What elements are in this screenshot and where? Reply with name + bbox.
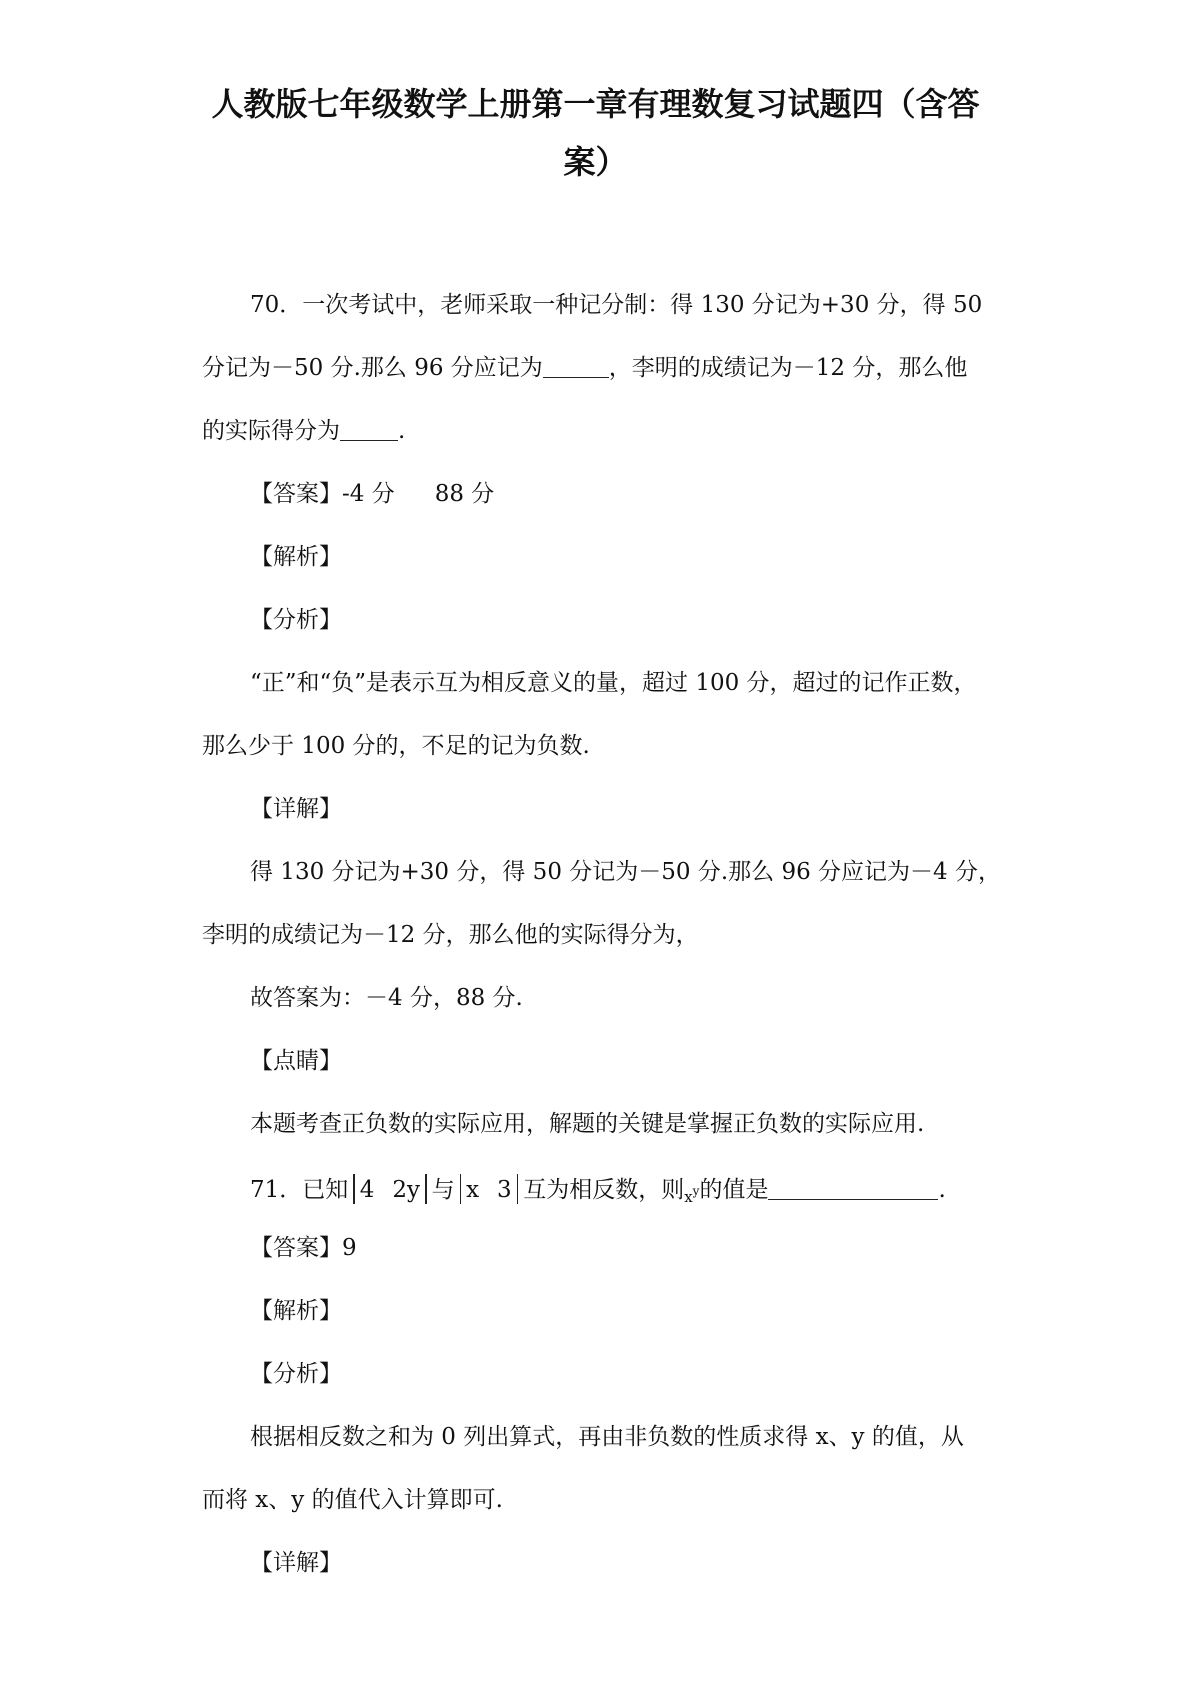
q71-expr1-a: 4	[359, 1177, 375, 1203]
q70-xiangjie-label: 【详解】	[250, 796, 342, 822]
q71-answer-label: 【答案】	[250, 1235, 342, 1261]
q70-line-3-a: 的实际得分为	[202, 418, 340, 444]
q71-var-exp: y	[692, 1184, 700, 1198]
q71-answer	[250, 1237, 357, 1260]
q71-jiexi-label: 【解析】	[250, 1298, 342, 1324]
q71-xiangjie-label: 【详解】	[250, 1550, 342, 1576]
q70-line-1: 70．一次考试中，老师采取一种记分制：得 130 分记为+30 分，得 50	[250, 292, 983, 318]
q71-answer-value: 9	[342, 1235, 357, 1261]
q71-expr1-b: 2y	[392, 1177, 421, 1203]
q71-tail: 的值是	[699, 1177, 769, 1203]
q71-mid: 与	[431, 1177, 455, 1203]
q70-xiangjie-line-2: 李明的成绩记为－12 分，那么他的实际得分为，	[202, 922, 699, 948]
q70-line-3-b: .	[398, 418, 406, 444]
q71-expr2-a: x	[466, 1177, 480, 1203]
q70-dianjing-line: 本题考查正负数的实际应用，解题的关键是掌握正负数的实际应用.	[250, 1111, 925, 1137]
q71-fenxi-line-2: 而将 x、y 的值代入计算即可.	[202, 1487, 503, 1513]
q70-answer-2: 88 分	[434, 481, 495, 507]
abs-bar-left-1	[353, 1174, 355, 1204]
q71-expr2-b: 3	[497, 1177, 512, 1203]
q70-line-2-b: ，李明的成绩记为－12 分，那么他	[608, 355, 968, 381]
abs-bar-left-2	[460, 1174, 462, 1204]
q70-line-3	[202, 420, 405, 443]
q70-fenxi-label: 【分析】	[250, 607, 342, 633]
q71-blank	[768, 1179, 938, 1200]
q70-line-2	[202, 357, 967, 380]
q71-fenxi-line-1: 根据相反数之和为 0 列出算式，再由非负数的性质求得 x、y 的值，从	[250, 1424, 964, 1450]
q71-prefix: 71．已知	[250, 1177, 349, 1203]
q70-blank-2	[340, 420, 398, 441]
q70-dianjing-label: 【点睛】	[250, 1048, 342, 1074]
abs-bar-right-2	[517, 1174, 519, 1204]
q70-jiexi-label: 【解析】	[250, 544, 342, 570]
document-title-line-1: 人教版七年级数学上册第一章有理数复习试题四（含答	[211, 85, 980, 123]
q71-after: 互为相反数，则	[523, 1177, 685, 1203]
q70-xiangjie-line-1: 得 130 分记为+30 分，得 50 分记为－50 分.那么 96 分应记为－4 分，	[250, 859, 1001, 885]
q71-end: .	[938, 1177, 946, 1203]
q70-answer	[250, 483, 494, 506]
q70-answer-label: 【答案】	[250, 481, 342, 507]
document-title-line-2: 案）	[563, 143, 628, 181]
q70-xiangjie-line-3: 故答案为：－4 分，88 分.	[250, 985, 523, 1011]
abs-bar-right-1	[425, 1174, 427, 1204]
q70-line-2-a: 分记为－50 分.那么 96 分应记为	[202, 355, 543, 381]
q70-fenxi-line-2: 那么少于 100 分的，不足的记为负数.	[202, 733, 590, 759]
q71-question	[250, 1174, 946, 1204]
q70-fenxi-line-1: “正”和“负”是表示互为相反意义的量，超过 100 分，超过的记作正数，	[250, 670, 977, 696]
q71-fenxi-label: 【分析】	[250, 1361, 342, 1387]
q70-answer-1: -4 分	[342, 481, 395, 507]
q71-var-base: x	[684, 1188, 693, 1206]
q70-blank-1	[543, 357, 609, 378]
